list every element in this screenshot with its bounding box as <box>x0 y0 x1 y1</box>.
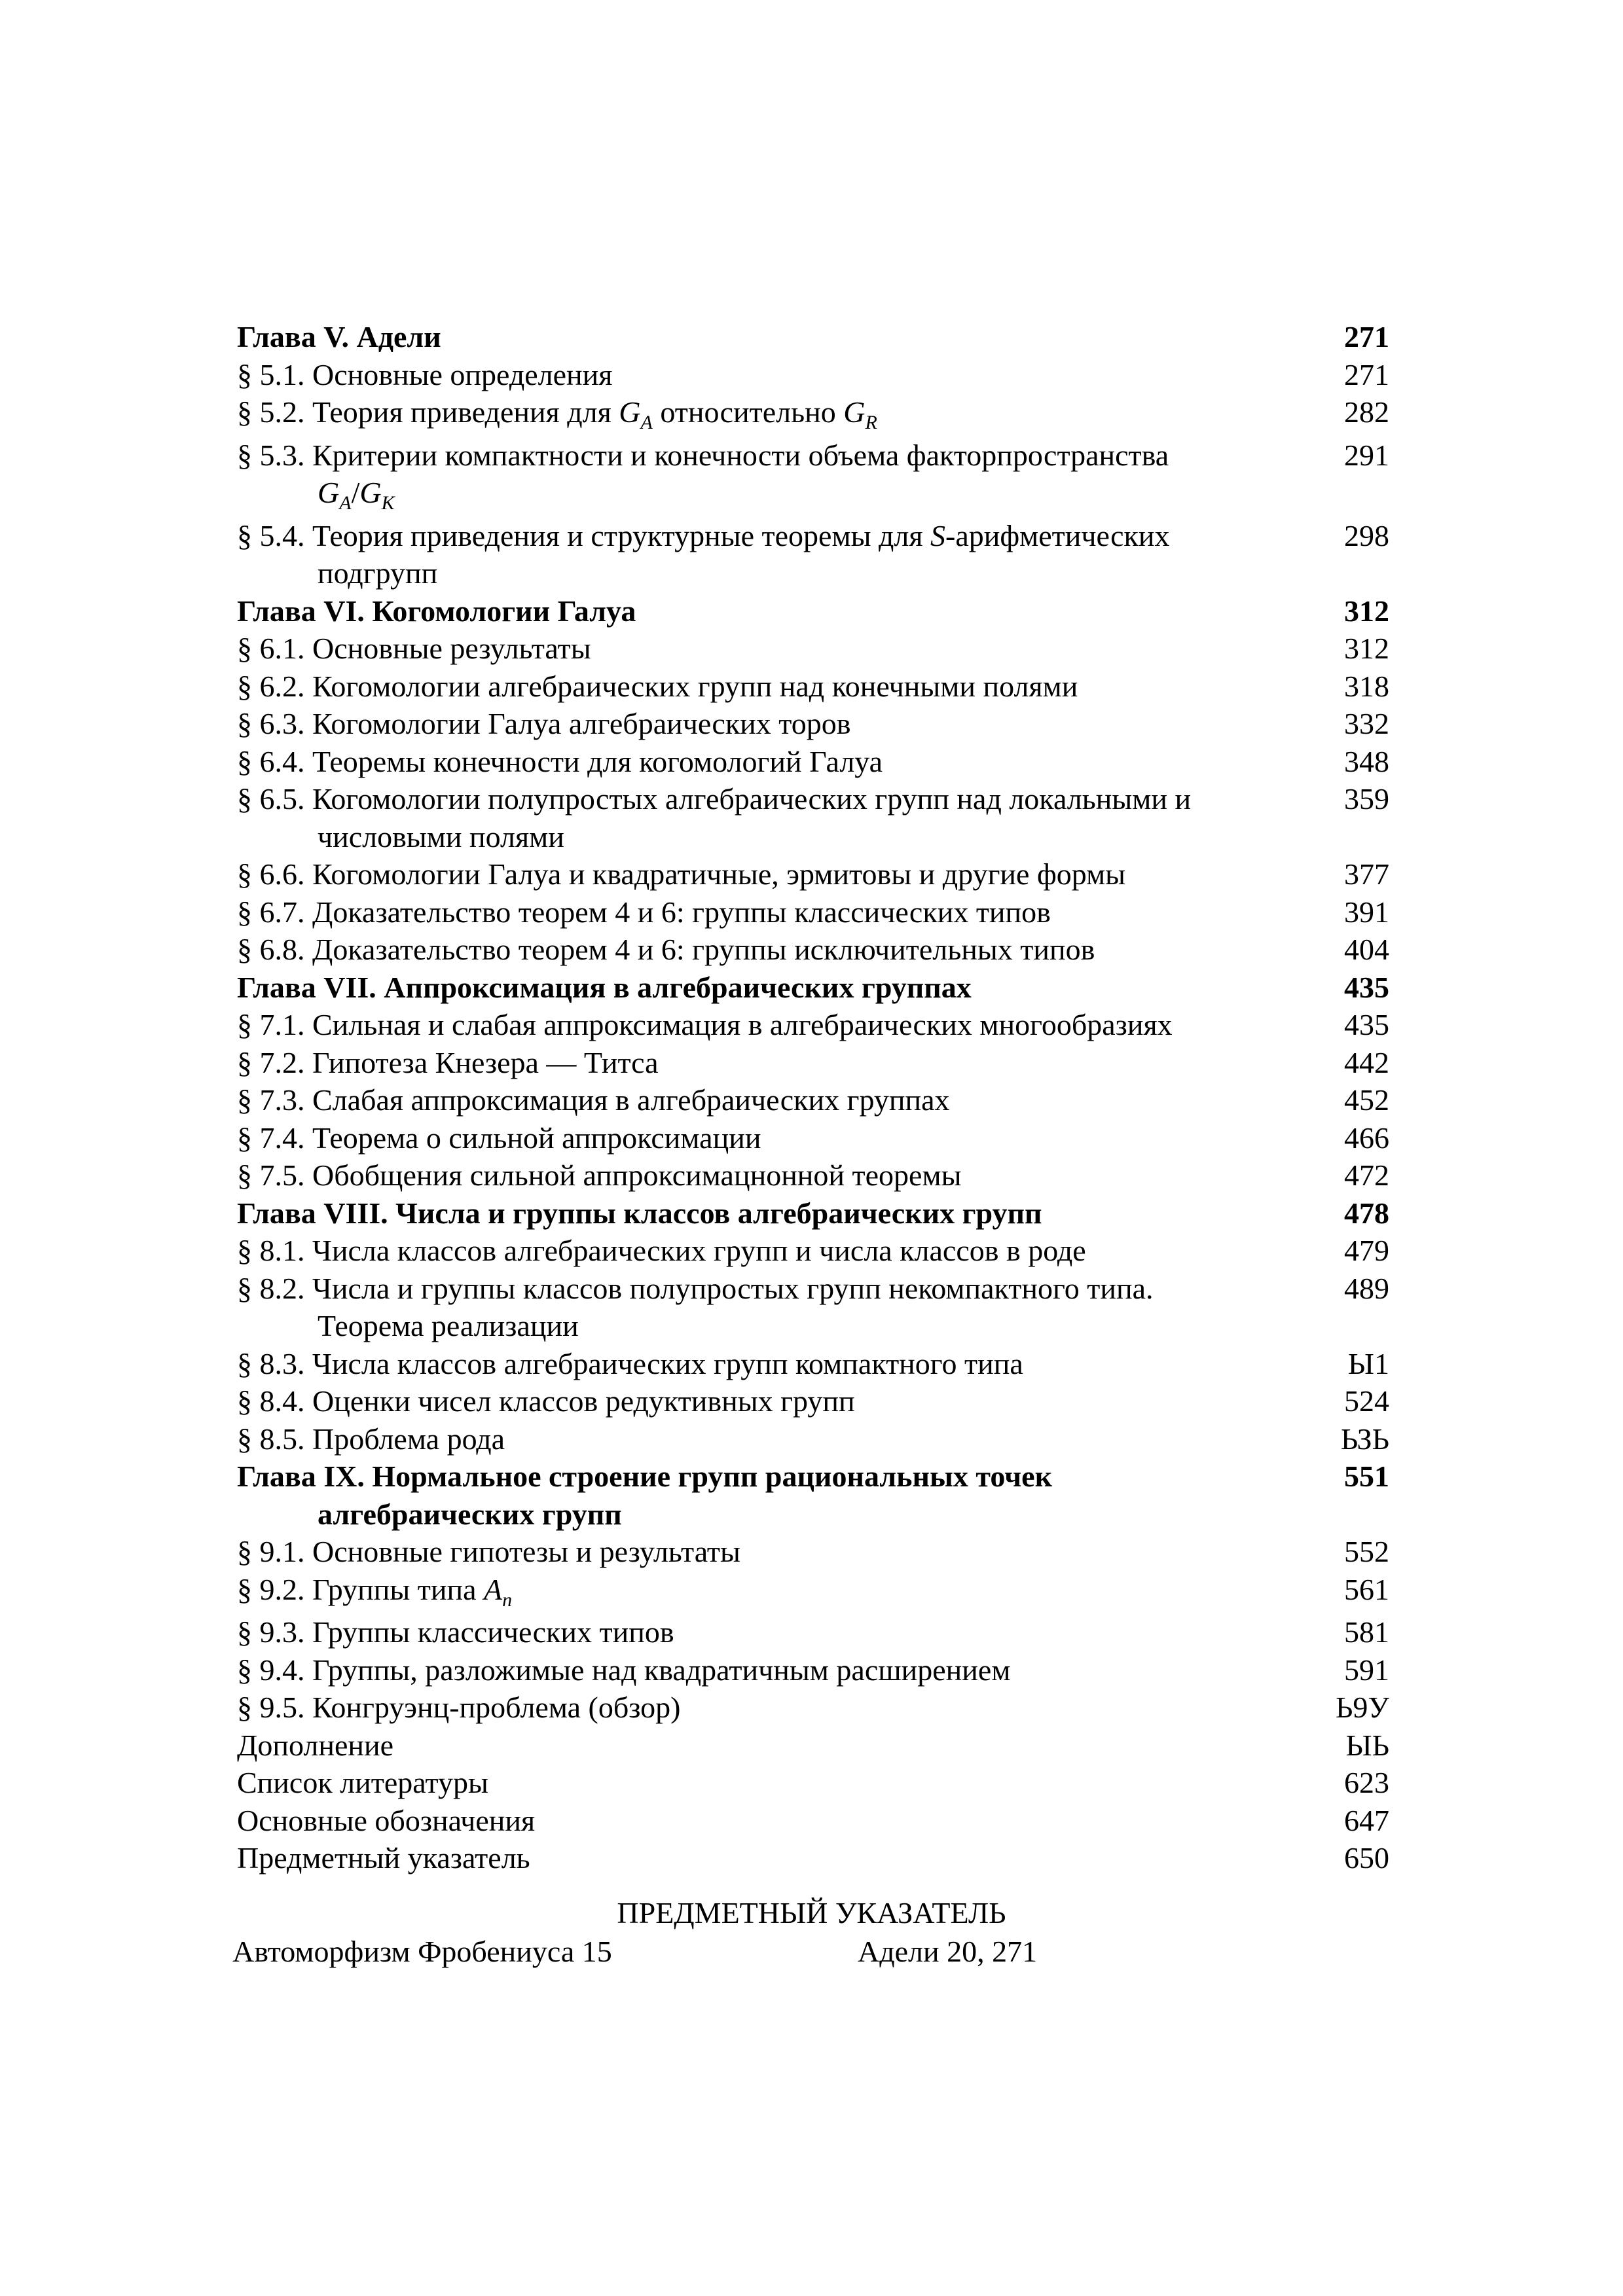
page-number: 489 <box>1344 1271 1389 1305</box>
continuation-line: Теорема реализации <box>318 1309 579 1342</box>
page-number: 377 <box>1344 857 1389 891</box>
page-number: 591 <box>1344 1653 1389 1687</box>
section-title: Числа классов алгебраических групп компактного типа <box>312 1346 1023 1380</box>
page-number: 442 <box>1344 1045 1389 1079</box>
toc-section-8-5 <box>237 1420 1389 1458</box>
section-number: § 7.1. <box>237 1008 305 1041</box>
toc-chapter-5 <box>237 318 1389 356</box>
index-heading: ПРЕДМЕТНЫЙ УКАЗАТЕЛЬ <box>617 1896 1006 1929</box>
section-title: Обобщения сильной аппроксимацнонной теоремы <box>312 1158 962 1192</box>
section-title: Когомологии Галуа и квадратичные, эрмитовы и другие формы <box>312 857 1126 891</box>
page-number: ЬЗЬ <box>1340 1422 1389 1456</box>
page-number: 332 <box>1344 707 1389 740</box>
section-title-part: Теория приведения и структурные теоремы для <box>312 518 930 552</box>
toc-section-8-2 <box>237 1270 1389 1345</box>
section-title: Основные результаты <box>312 632 591 665</box>
page-number: 466 <box>1344 1121 1389 1155</box>
chapter-title: Глава VIII. Числа и группы классов алгебраических групп <box>237 1196 1042 1230</box>
page-number: 312 <box>1344 632 1389 665</box>
page-number: 271 <box>1344 357 1389 391</box>
toc-section-9-1 <box>237 1533 1389 1571</box>
math-symbol: G <box>359 476 382 509</box>
toc-section-7-3 <box>237 1081 1389 1119</box>
page-number: 404 <box>1344 933 1389 966</box>
toc-section-6-2 <box>237 668 1389 706</box>
page-number: 391 <box>1344 895 1389 929</box>
math-subscript: A <box>640 412 653 433</box>
section-number: § 9.5. <box>237 1691 305 1724</box>
section-title: Числа и группы классов полупростых групп некомпактного типа. <box>312 1271 1154 1305</box>
section-title: Гипотеза Кнезера — Титса <box>312 1045 659 1079</box>
toc-section-8-3 <box>237 1345 1389 1383</box>
section-number: § 9.4. <box>237 1653 305 1687</box>
page-number: ЫЬ <box>1345 1728 1389 1762</box>
page-number: 552 <box>1344 1535 1389 1568</box>
page-number: 291 <box>1344 438 1389 472</box>
section-number: § 8.4. <box>237 1384 305 1418</box>
section-title: Основные гипотезы и результаты <box>312 1535 740 1568</box>
section-title-part: относительно <box>652 395 844 429</box>
toc-subject-index <box>237 1839 1389 1877</box>
section-title: Группы классических типов <box>312 1615 674 1649</box>
toc-section-6-5 <box>237 780 1389 855</box>
toc-chapter-6 <box>237 592 1389 630</box>
section-number: § 6.8. <box>237 933 305 966</box>
page-number: 478 <box>1344 1196 1389 1230</box>
section-number: § 6.4. <box>237 744 305 778</box>
section-number: § 7.3. <box>237 1083 305 1117</box>
section-number: § 6.5. <box>237 782 305 816</box>
page-number: 581 <box>1344 1615 1389 1649</box>
page-number: 479 <box>1344 1234 1389 1267</box>
section-number: § 7.2. <box>237 1045 305 1079</box>
section-number: § 7.4. <box>237 1121 305 1155</box>
toc-section-7-1 <box>237 1006 1389 1044</box>
page-number: 435 <box>1344 970 1389 1004</box>
index-entry: Адели 20, 271 <box>858 1935 1038 1968</box>
section-title: Числа классов алгебраических групп и числа классов в роде <box>312 1234 1086 1267</box>
toc-references <box>237 1764 1389 1802</box>
section-number: § 6.3. <box>237 707 305 740</box>
page-number: 452 <box>1344 1083 1389 1117</box>
section-number: § 5.3. <box>237 438 305 472</box>
section-number: § 6.1. <box>237 632 305 665</box>
section-title-part: -арифметических <box>945 518 1170 552</box>
page-number: 348 <box>1344 744 1389 778</box>
toc-section-5-4 <box>237 517 1389 592</box>
entry-title: Предметный указатель <box>237 1841 530 1874</box>
page-number: 282 <box>1344 395 1389 429</box>
toc-section-9-2 <box>237 1571 1389 1609</box>
section-number: § 5.1. <box>237 357 305 391</box>
section-title: Доказательство теорем 4 и 6: группы классических типов <box>312 895 1051 929</box>
toc-appendix <box>237 1727 1389 1765</box>
toc-section-5-2 <box>237 393 1389 431</box>
section-title: Основные определения <box>312 357 613 391</box>
section-number: § 6.6. <box>237 857 305 891</box>
continuation-line: подгрупп <box>318 556 438 590</box>
math-subscript: A <box>339 492 352 514</box>
math-symbol: S <box>930 518 945 552</box>
section-number: § 6.2. <box>237 669 305 703</box>
toc-notation <box>237 1802 1389 1840</box>
continuation-line: алгебраических групп <box>318 1497 622 1531</box>
toc-section-7-5 <box>237 1157 1389 1194</box>
section-title: Конгруэнц-проблема (обзор) <box>312 1691 681 1724</box>
math-symbol: G <box>318 476 340 509</box>
section-number: § 8.2. <box>237 1271 305 1305</box>
section-title: Оценки чисел классов редуктивных групп <box>312 1384 855 1418</box>
toc-section-5-3 <box>237 437 1389 512</box>
section-title: Теоремы конечности для когомологий Галуа <box>312 744 883 778</box>
chapter-title: Глава VI. Когомологии Галуа <box>237 594 636 628</box>
page-number: 298 <box>1344 518 1389 552</box>
page-number: 524 <box>1344 1384 1389 1418</box>
toc-chapter-7 <box>237 969 1389 1007</box>
toc-chapter-8 <box>237 1194 1389 1232</box>
section-title: Доказательство теорем 4 и 6: группы исключительных типов <box>312 933 1095 966</box>
page-number: 271 <box>1344 320 1389 353</box>
toc-section-5-1 <box>237 356 1389 394</box>
toc-section-9-5 <box>237 1689 1389 1727</box>
math-subscript: K <box>381 492 395 514</box>
toc-section-6-1 <box>237 630 1389 668</box>
toc-section-8-1 <box>237 1232 1389 1270</box>
page-number: 650 <box>1344 1841 1389 1874</box>
section-title: Критерии компактности и конечности объема факторпространства <box>312 438 1169 472</box>
math-symbol: G <box>619 395 641 429</box>
math-symbol: G <box>843 395 866 429</box>
page-number: 435 <box>1344 1008 1389 1041</box>
entry-title: Список литературы <box>237 1766 488 1799</box>
page-number: Ь9У <box>1336 1691 1389 1724</box>
toc-section-8-4 <box>237 1382 1389 1420</box>
math-subscript: n <box>502 1588 513 1611</box>
page-number: 647 <box>1344 1803 1389 1837</box>
section-title: Слабая аппроксимация в алгебраических группах <box>312 1083 950 1117</box>
section-number: § 8.1. <box>237 1234 305 1267</box>
toc-section-7-4 <box>237 1119 1389 1157</box>
section-number: § 6.7. <box>237 895 305 929</box>
page-number: 359 <box>1344 782 1389 816</box>
entry-title: Основные обозначения <box>237 1803 536 1837</box>
section-title: Когомологии полупростых алгебраических групп над локальными и <box>312 782 1192 816</box>
continuation-line <box>318 474 1304 512</box>
section-title-part: Теория приведения для <box>312 395 619 429</box>
math-symbol: A <box>483 1572 503 1606</box>
section-title: Группы, разложимые над квадратичным расширением <box>312 1653 1011 1687</box>
section-number: § 9.1. <box>237 1535 305 1568</box>
table-of-contents <box>237 318 1389 1877</box>
toc-section-9-4 <box>237 1651 1389 1689</box>
index-entry: Автоморфизм Фробениуса 15 <box>232 1935 612 1968</box>
toc-section-6-3 <box>237 705 1389 743</box>
page-number: 318 <box>1344 669 1389 703</box>
continuation-line: числовыми полями <box>318 819 564 853</box>
page-number: 623 <box>1344 1766 1389 1799</box>
section-title: Теорема о сильной аппроксимации <box>312 1121 761 1155</box>
page-number: 312 <box>1344 594 1389 628</box>
chapter-title: Глава IX. Нормальное строение групп рациональных точек <box>237 1460 1053 1493</box>
section-title: Когомологии Галуа алгебраических торов <box>312 707 851 740</box>
section-title: Когомологии алгебраических групп над конечными полями <box>312 669 1078 703</box>
chapter-title: Глава VII. Аппроксимация в алгебраических группах <box>237 970 972 1004</box>
entry-title: Дополнение <box>237 1728 394 1762</box>
section-number: § 8.5. <box>237 1422 305 1456</box>
page-number: Ы1 <box>1347 1346 1389 1380</box>
section-number: § 5.4. <box>237 518 305 552</box>
section-number: § 7.5. <box>237 1158 305 1192</box>
toc-section-9-3 <box>237 1613 1389 1651</box>
math-slash: / <box>351 476 360 509</box>
section-number: § 9.2. <box>237 1572 305 1606</box>
chapter-title: Глава V. Адели <box>237 320 441 353</box>
section-title-part: Группы типа <box>312 1572 484 1606</box>
page-number: 561 <box>1344 1572 1389 1606</box>
page-number: 551 <box>1344 1460 1389 1493</box>
toc-section-7-2 <box>237 1044 1389 1082</box>
page-number: 472 <box>1344 1158 1389 1192</box>
toc-section-6-4 <box>237 743 1389 781</box>
section-title: Проблема рода <box>312 1422 505 1456</box>
section-title: Сильная и слабая аппроксимация в алгебраических многообразиях <box>312 1008 1173 1041</box>
section-number: § 8.3. <box>237 1346 305 1380</box>
math-subscript: R <box>865 412 877 433</box>
toc-section-6-8 <box>237 931 1389 969</box>
section-number: § 5.2. <box>237 395 305 429</box>
toc-section-6-7 <box>237 893 1389 931</box>
toc-section-6-6 <box>237 855 1389 893</box>
section-number: § 9.3. <box>237 1615 305 1649</box>
toc-chapter-9 <box>237 1458 1389 1533</box>
